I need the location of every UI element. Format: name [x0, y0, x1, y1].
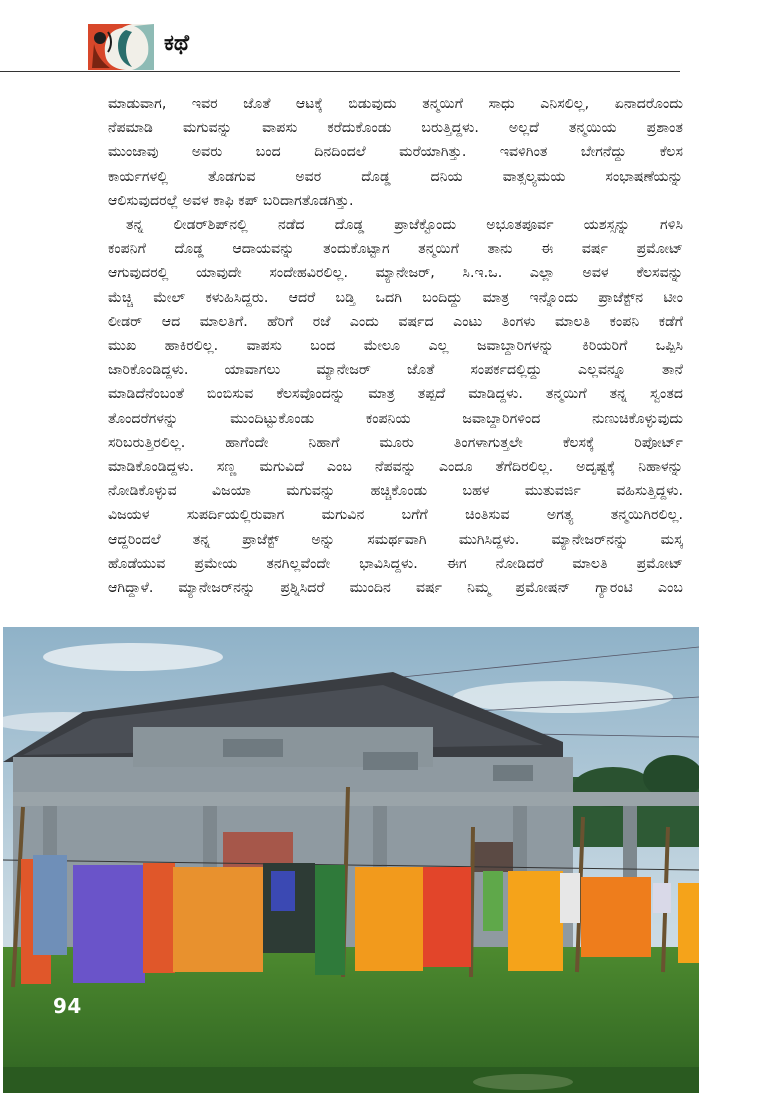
text-line: ಮಾಡಿಕೊಂಡಿದ್ದಳು. ಸಣ್ಣ ಮಗುವಿದೆ ಎಂಬ ನೆಪವನ್ನು ಎಂದೂ ತೆಗೆದಿರಲಿಲ್ಲ. ಅದೃಷ್ಟಕ್ಕೆ ನಿಹಾಳನ್ನು: [108, 459, 683, 476]
text-line: ತೊಂದರೆಗಳನ್ನು ಮುಂದಿಟ್ಟುಕೊಂಡು ಕಂಪನಿಯ ಜವಾಬ್ದಾರಿಗಳಿಂದ ನುಣುಚಿಕೊಳ್ಳುವುದು: [108, 410, 683, 427]
article-body: [108, 92, 683, 600]
paragraph-2: [108, 213, 683, 600]
text-line: ಮಾಡುವಾಗ, ಇವರ ಜೊತೆ ಆಟಕ್ಕೆ ಬಿಡುವುದು ತನ್ಮಯಿಗೆ ಸಾಧು ಎನಿಸಲಿಲ್ಲ, ಏನಾದರೊಂದು: [108, 96, 683, 112]
woman-portrait-icon: [88, 24, 154, 70]
section-title: ಕಥೆ: [164, 31, 189, 56]
text-line: ಆಗಿದ್ದಾಳೆ. ಮ್ಯಾನೇಜರ್‌ನನ್ನು ಪ್ರಶ್ನಿಸಿದರೆ ಮುಂದಿನ ವರ್ಷ ನಿಮ್ಮ ಪ್ರಮೋಷನ್ ಗ್ಯಾರಂಟಿ ಎಂಬ: [108, 580, 683, 597]
page-header: [0, 0, 767, 76]
text-line: ವಿಜಯಳ ಸುಪರ್ದಿಯಲ್ಲಿರುವಾಗ ಮಗುವಿನ ಬಗೆಗೆ ಚಿಂತಿಸುವ ಅಗತ್ಯ ತನ್ಮಯಿಗಿರಲಿಲ್ಲ.: [108, 507, 683, 524]
photo-illustration: [3, 627, 699, 1093]
text-line: ಮುಂಜಾವು ಅವರು ಬಂದ ದಿನದಿಂದಲೆ ಮರೆಯಾಗಿತ್ತು. ಇವಳಿಗಿಂತ ಬೇಗನೆದ್ದು ಕೆಲಸ: [108, 144, 683, 161]
text-line: ಜಾರಿಕೊಂಡಿದ್ದಳು. ಯಾವಾಗಲು ಮ್ಯಾನೇಜರ್ ಜೊತೆ ಸಂಪರ್ಕದಲ್ಲಿದ್ದು ಎಲ್ಲವನ್ನೂ ತಾನೆ: [108, 362, 683, 379]
text-line: ಆಲಿಸುವುದರಲ್ಲೆ ಅವಳ ಕಾಫಿ ಕಪ್ ಬರಿದಾಗತೊಡಗಿತ್ತು.: [108, 192, 354, 209]
laundry-drying-house-photo: [3, 627, 699, 1093]
text-line: ನೆಪಮಾಡಿ ಮಗುವನ್ನು ವಾಪಸು ಕರೆದುಕೊಂಡು ಬರುತ್ತಿದ್ದಳು. ಅಲ್ಲದೆ ತನ್ಮಯಿಯ ಪ್ರಶಾಂತ: [108, 120, 683, 137]
text-line: ಮುಖ ಹಾಕಿರಲಿಲ್ಲ. ವಾಪಸು ಬಂದ ಮೇಲೂ ಎಲ್ಲ ಜವಾಬ್ದಾರಿಗಳನ್ನು ಕಿರಿಯರಿಗೆ ಒಪ್ಪಿಸಿ: [108, 338, 683, 355]
text-line: ಸರಿಬರುತ್ತಿರಲಿಲ್ಲ. ಹಾಗೆಂದೇ ನಿಹಾಗೆ ಮೂರು ತಿಂಗಳಾಗುತ್ತಲೇ ಕೆಲಸಕ್ಕೆ ರಿಪೋರ್ಟ್: [108, 434, 683, 451]
text-line: ಕಂಪನಿಗೆ ದೊಡ್ಡ ಆದಾಯವನ್ನು ತಂದುಕೊಟ್ಟಾಗ ತನ್ಮಯಿಗೆ ತಾನು ಈ ವರ್ಷ ಪ್ರಮೋಟ್: [108, 241, 683, 258]
page-number: 94: [53, 994, 82, 1018]
text-line: ಕಾರ್ಯಗಳಲ್ಲಿ ತೊಡಗುವ ಅವರ ದೊಡ್ಡ ದನಿಯ ವಾತ್ಸಲ್ಯಮಯ ಸಂಭಾಷಣೆಯನ್ನು: [108, 168, 683, 185]
paragraph-1: [108, 92, 683, 213]
text-line: ಮಾಡಿದೆನೆಂಬಂತೆ ಬಿಂಬಿಸುವ ಕೆಲಸವೊಂದನ್ನು ಮಾತ್ರ ತಪ್ಪದೆ ಮಾಡಿದ್ದಳು. ತನ್ಮಯಿಗೆ ತನ್ನ ಸ್ವಂತದ: [108, 386, 683, 403]
text-line: ಮೆಚ್ಚಿ ಮೇಲ್ ಕಳುಹಿಸಿದ್ದರು. ಆದರೆ ಬಡ್ತಿ ಒದಗಿ ಬಂದಿದ್ದು ಮಾತ್ರ ಇನ್ನೊಂದು ಪ್ರಾಜೆಕ್ಟ್‌ನ ಟೀಂ: [108, 289, 683, 306]
text-line: ಹೊಡೆಯುವ ಪ್ರಮೇಯ ತನಗಿಲ್ಲವೆಂದೇ ಭಾವಿಸಿದ್ದಳು. ಈಗ ನೋಡಿದರೆ ಮಾಲತಿ ಪ್ರಮೋಟ್: [108, 555, 683, 572]
text-line: ಆಗುವುದರಲ್ಲಿ ಯಾವುದೇ ಸಂದೇಹವಿರಲಿಲ್ಲ. ಮ್ಯಾನೇಜರ್, ಸಿ.ಇ.ಒ. ಎಲ್ಲಾ ಅವಳ ಕೆಲಸವನ್ನು: [108, 265, 683, 282]
header-divider: [0, 71, 680, 72]
text-line: ತನ್ನ ಲೀಡರ್‌ಶಿಪ್‌ನಲ್ಲಿ ನಡೆದ ದೊಡ್ಡ ಪ್ರಾಜೆಕ್ಟೊಂದು ಅಭೂತಪೂರ್ವ ಯಶಸ್ಸನ್ನು ಗಳಿಸಿ: [126, 217, 683, 234]
text-line: ನೋಡಿಕೊಳ್ಳುವ ವಿಜಯಾ ಮಗುವನ್ನು ಹಚ್ಚಿಕೊಂಡು ಬಹಳ ಮುತುವರ್ಜಿ ವಹಿಸುತ್ತಿದ್ದಳು.: [108, 483, 683, 500]
text-line: ಲೀಡರ್ ಆದ ಮಾಲತಿಗೆ. ಹೆರಿಗೆ ರಜೆ ಎಂದು ವರ್ಷದ ಎಂಟು ತಿಂಗಳು ಮಾಲತಿ ಕಂಪನಿ ಕಡೆಗೆ: [108, 313, 683, 330]
logo-art: [88, 24, 154, 70]
text-line: ಆದ್ದರಿಂದಲೆ ತನ್ನ ಪ್ರಾಜೆಕ್ಟ್ ಅನ್ನು ಸಮರ್ಥವಾಗಿ ಮುಗಿಸಿದ್ದಳು. ಮ್ಯಾನೇಜರ್‌ನನ್ನು ಮಸ್ಕ: [108, 531, 683, 548]
